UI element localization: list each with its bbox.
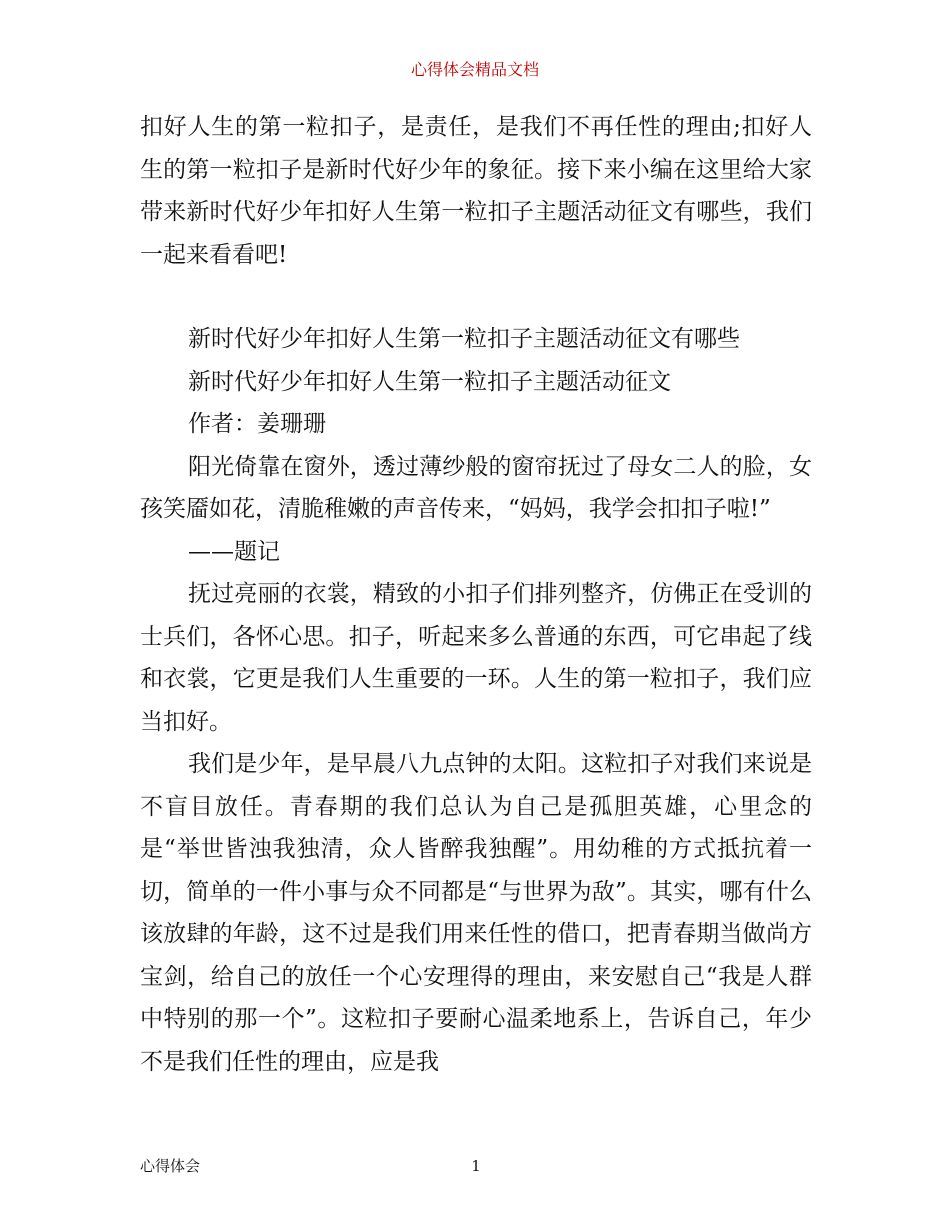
section-heading: 新时代好少年扣好人生第一粒扣子主题活动征文有哪些	[188, 326, 740, 352]
body-paragraph-2: 我们是少年，是早晨八九点钟的太阳。这粒扣子对我们来说是不盲目放任。青春期的我们总认为自己是孤胆英雄，心里念的是“举世皆浊我独清，众人皆醉我独醒”。用幼稚的方式抵抗着一切，简单的一件小事与众不同都是“与世界为敌”。其实，哪有什么该放肆的年龄，这不过是我们用来任性的借口，把青春期当做尚方宝剑，给自己的放任一个心安理得的理由，来安慰自己“我是人群中特别的那一个”。这粒扣子要耐心温柔地系上，告诉自己，年少不是我们任性的理由，应是我	[140, 751, 812, 1075]
page-header-title: 心得体会精品文档	[410, 60, 539, 79]
footer-label: 心得体会	[140, 1157, 201, 1175]
essay-title: 新时代好少年扣好人生第一粒扣子主题活动征文	[188, 368, 671, 395]
epigraph-paragraph: 阳光倚靠在窗外，透过薄纱般的窗帘抚过了母女二人的脸，女孩笑靥如花，清脆稚嫩的声音传来，“妈妈，我学会扣扣子啦!”	[140, 453, 812, 522]
page-number: 1	[471, 1157, 481, 1175]
epigraph-note: ——题记	[188, 538, 280, 565]
intro-paragraph: 扣好人生的第一粒扣子，是责任，是我们不再任性的理由;扣好人生的第一粒扣子是新时代好少年的象征。接下来小编在这里给大家带来新时代好少年扣好人生第一粒扣子主题活动征文有哪些，我们一起来看看吧!	[140, 114, 812, 268]
document-body	[140, 106, 812, 1083]
paragraph-spacer	[140, 276, 812, 318]
body-paragraph-1: 抚过亮丽的衣裳，精致的小扣子们排列整齐，仿佛正在受训的士兵们，各怀心思。扣子，听起来多么普通的东西，可它串起了线和衣裳，它更是我们人生重要的一环。人生的第一粒扣子，我们应当扣好。	[140, 581, 812, 735]
author-line: 作者：姜珊珊	[188, 411, 326, 437]
